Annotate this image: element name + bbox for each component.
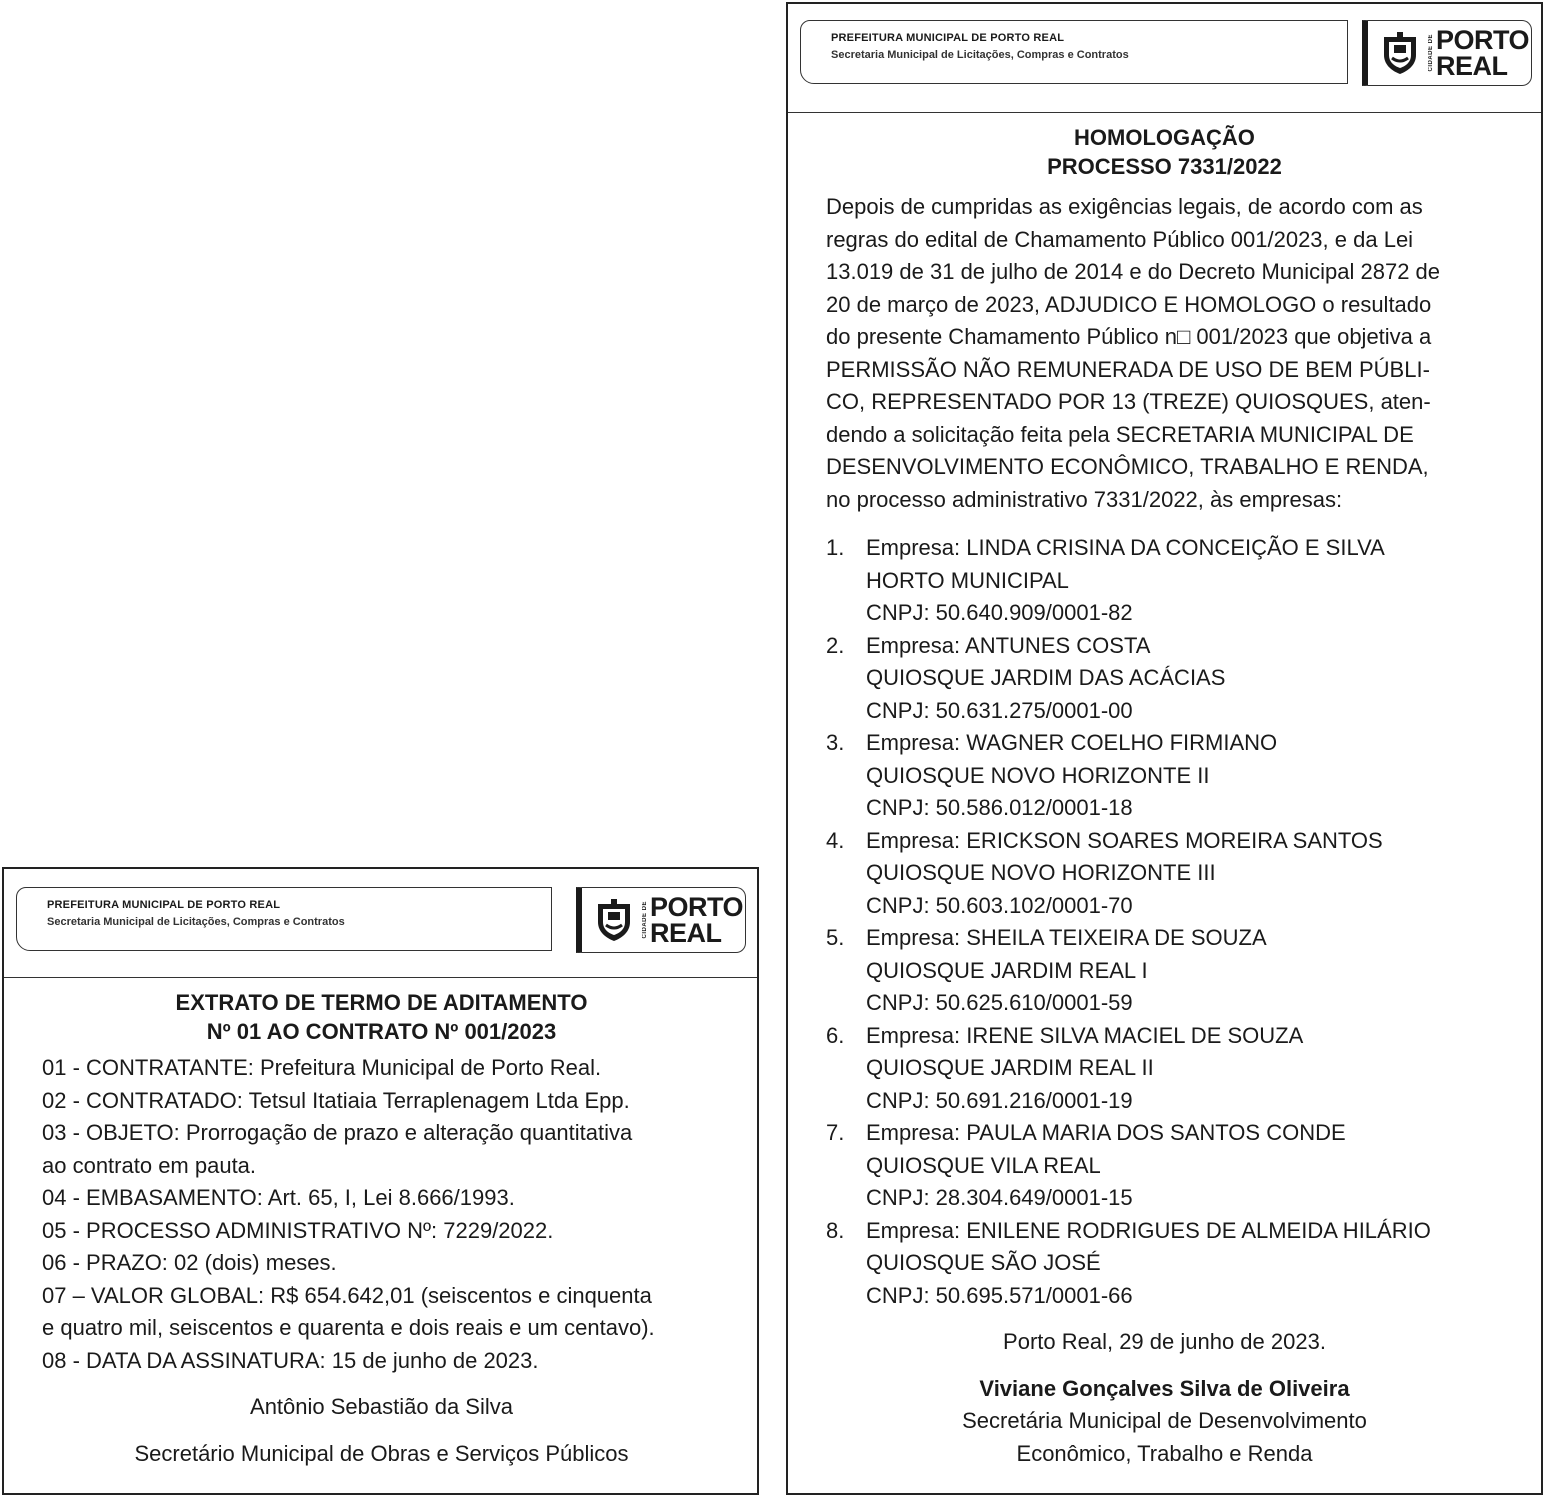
item-number: 5. (826, 925, 845, 950)
company-location: QUIOSQUE NOVO HORIZONTE II (866, 762, 1210, 788)
list-item (826, 1117, 1503, 1215)
logo-word-real: REAL (650, 918, 722, 948)
banner-subtitle: Secretaria Municipal de Licitações, Compras e Contratos (47, 916, 345, 928)
signer-role: Secretária Municipal de Desenvolvimento (962, 1408, 1367, 1433)
company-cnpj: CNPJ: 50.631.275/0001-00 (866, 697, 1133, 723)
clause-line: ao contrato em pauta. (42, 1152, 257, 1178)
company-location: QUIOSQUE JARDIM REAL I (866, 957, 1148, 983)
logo-word-real: REAL (1436, 51, 1508, 81)
intro-line: no processo administrativo 7331/2022, às empresas: (826, 486, 1343, 512)
company-name: Empresa: ERICKSON SOARES MOREIRA SANTOS (866, 827, 1383, 853)
city-crest-icon (1380, 31, 1420, 75)
city-crest-icon (594, 898, 634, 942)
item-number: 8. (826, 1217, 845, 1243)
prefeitura-banner (800, 20, 1348, 84)
banner-title: PREFEITURA MUNICIPAL DE PORTO REAL (47, 899, 281, 911)
intro-line: do presente Chamamento Público n□ 001/2023 que objetiva a (826, 324, 1432, 349)
banner-title: PREFEITURA MUNICIPAL DE PORTO REAL (831, 32, 1065, 44)
intro-line: dendo a solicitação feita pela SECRETARIA MUNICIPAL DE (826, 421, 1414, 447)
intro-line: CO, REPRESENTADO POR 13 (TREZE) QUIOSQUES, aten- (826, 389, 1431, 414)
list-item (826, 1215, 1503, 1313)
clause-line: 05 - PROCESSO ADMINISTRATIVO Nº: 7229/2022. (42, 1217, 554, 1243)
company-cnpj: CNPJ: 50.586.012/0001-18 (866, 795, 1133, 820)
porto-real-logo (1362, 20, 1532, 86)
signer-role: Econômico, Trabalho e Renda (1016, 1440, 1313, 1466)
signer-name: Antônio Sebastião da Silva (250, 1394, 513, 1419)
clause-line: e quatro mil, seiscentos e quarenta e dois reais e um centavo). (42, 1315, 655, 1340)
intro-line: 13.019 de 31 de julho de 2014 e do Decreto Municipal 2872 de (826, 259, 1441, 284)
list-item (826, 630, 1503, 728)
logo-word-porto: PORTO (650, 892, 744, 922)
notice-process-number: PROCESSO 7331/2022 (1047, 154, 1282, 179)
company-name: Empresa: IRENE SILVA MACIEL DE SOUZA (866, 1022, 1304, 1048)
item-number: 3. (826, 730, 845, 755)
company-list (826, 532, 1503, 1312)
banner-subtitle: Secretaria Municipal de Licitações, Compras e Contratos (831, 49, 1129, 61)
company-location: QUIOSQUE JARDIM REAL II (866, 1055, 1154, 1080)
company-cnpj: CNPJ: 50.603.102/0001-70 (866, 892, 1133, 918)
item-number: 4. (826, 827, 845, 853)
notice-date: Porto Real, 29 de junho de 2023. (1003, 1329, 1326, 1354)
company-location: QUIOSQUE SÃO JOSÉ (866, 1250, 1101, 1275)
intro-line: Depois de cumpridas as exigências legais, de acordo com as (826, 194, 1423, 219)
item-number: 6. (826, 1022, 845, 1048)
contract-clauses (42, 1052, 721, 1377)
clause-line: 04 - EMBASAMENTO: Art. 65, I, Lei 8.666/1993. (42, 1185, 515, 1210)
notice-header (788, 4, 1541, 113)
company-cnpj: CNPJ: 50.640.909/0001-82 (866, 600, 1133, 625)
intro-line: DESENVOLVIMENTO ECONÔMICO, TRABALHO E RENDA, (826, 454, 1429, 479)
company-location: QUIOSQUE NOVO HORIZONTE III (866, 860, 1216, 885)
logo-word-porto: PORTO (1436, 25, 1530, 55)
company-location: HORTO MUNICIPAL (866, 567, 1069, 593)
list-item (826, 532, 1503, 630)
signer-role: Secretário Municipal de Obras e Serviços Públicos (134, 1440, 629, 1466)
item-number: 2. (826, 632, 845, 658)
notice-header (4, 869, 757, 978)
extrato-aditamento-notice (2, 867, 759, 1495)
homologacao-notice (786, 2, 1543, 1495)
prefeitura-banner (16, 887, 552, 951)
list-item (826, 727, 1503, 825)
logo-small-text: CIDADE DE (642, 901, 648, 939)
list-item (826, 922, 1503, 1020)
notice-body (788, 113, 1541, 1470)
intro-paragraph (826, 191, 1503, 516)
company-name: Empresa: WAGNER COELHO FIRMIANO (866, 730, 1278, 755)
item-number: 1. (826, 535, 845, 560)
logo-small-text: CIDADE DE (1428, 34, 1434, 72)
company-name: Empresa: ENILENE RODRIGUES DE ALMEIDA HILÁRIO (866, 1217, 1431, 1243)
company-name: Empresa: LINDA CRISINA DA CONCEIÇÃO E SILVA (866, 535, 1385, 560)
item-number: 7. (826, 1120, 845, 1145)
clause-line: 01 - CONTRATANTE: Prefeitura Municipal de Porto Real. (42, 1055, 602, 1080)
clause-line: 06 - PRAZO: 02 (dois) meses. (42, 1250, 337, 1275)
signer-name: Viviane Gonçalves Silva de Oliveira (979, 1375, 1350, 1401)
company-cnpj: CNPJ: 50.691.216/0001-19 (866, 1087, 1133, 1113)
company-cnpj: CNPJ: 50.695.571/0001-66 (866, 1282, 1133, 1308)
company-cnpj: CNPJ: 28.304.649/0001-15 (866, 1185, 1133, 1210)
clause-line: 03 - OBJETO: Prorrogação de prazo e alteração quantitativa (42, 1120, 633, 1145)
company-name: Empresa: ANTUNES COSTA (866, 632, 1151, 658)
clause-line: 07 – VALOR GLOBAL: R$ 654.642,01 (seiscentos e cinquenta (42, 1282, 652, 1308)
company-name: Empresa: SHEILA TEIXEIRA DE SOUZA (866, 925, 1267, 950)
notice-body (4, 978, 757, 1470)
notice-title: EXTRATO DE TERMO DE ADITAMENTO (175, 990, 588, 1015)
intro-line: PERMISSÃO NÃO REMUNERADA DE USO DE BEM PÚBLI- (826, 356, 1430, 382)
company-location: QUIOSQUE VILA REAL (866, 1152, 1101, 1178)
company-cnpj: CNPJ: 50.625.610/0001-59 (866, 990, 1133, 1015)
notice-title: HOMOLOGAÇÃO (1074, 125, 1255, 150)
company-location: QUIOSQUE JARDIM DAS ACÁCIAS (866, 665, 1226, 690)
list-item (826, 1020, 1503, 1118)
intro-line: regras do edital de Chamamento Público 001/2023, e da Lei (826, 226, 1414, 252)
list-item (826, 825, 1503, 923)
clause-line: 02 - CONTRATADO: Tetsul Itatiaia Terraplenagem Ltda Epp. (42, 1087, 630, 1113)
notice-contract-number: Nº 01 AO CONTRATO Nº 001/2023 (206, 1019, 557, 1044)
porto-real-logo (576, 887, 746, 953)
intro-line: 20 de março de 2023, ADJUDICO E HOMOLOGO o resultado (826, 291, 1432, 317)
clause-line: 08 - DATA DA ASSINATURA: 15 de junho de 2023. (42, 1347, 539, 1373)
company-name: Empresa: PAULA MARIA DOS SANTOS CONDE (866, 1120, 1346, 1145)
